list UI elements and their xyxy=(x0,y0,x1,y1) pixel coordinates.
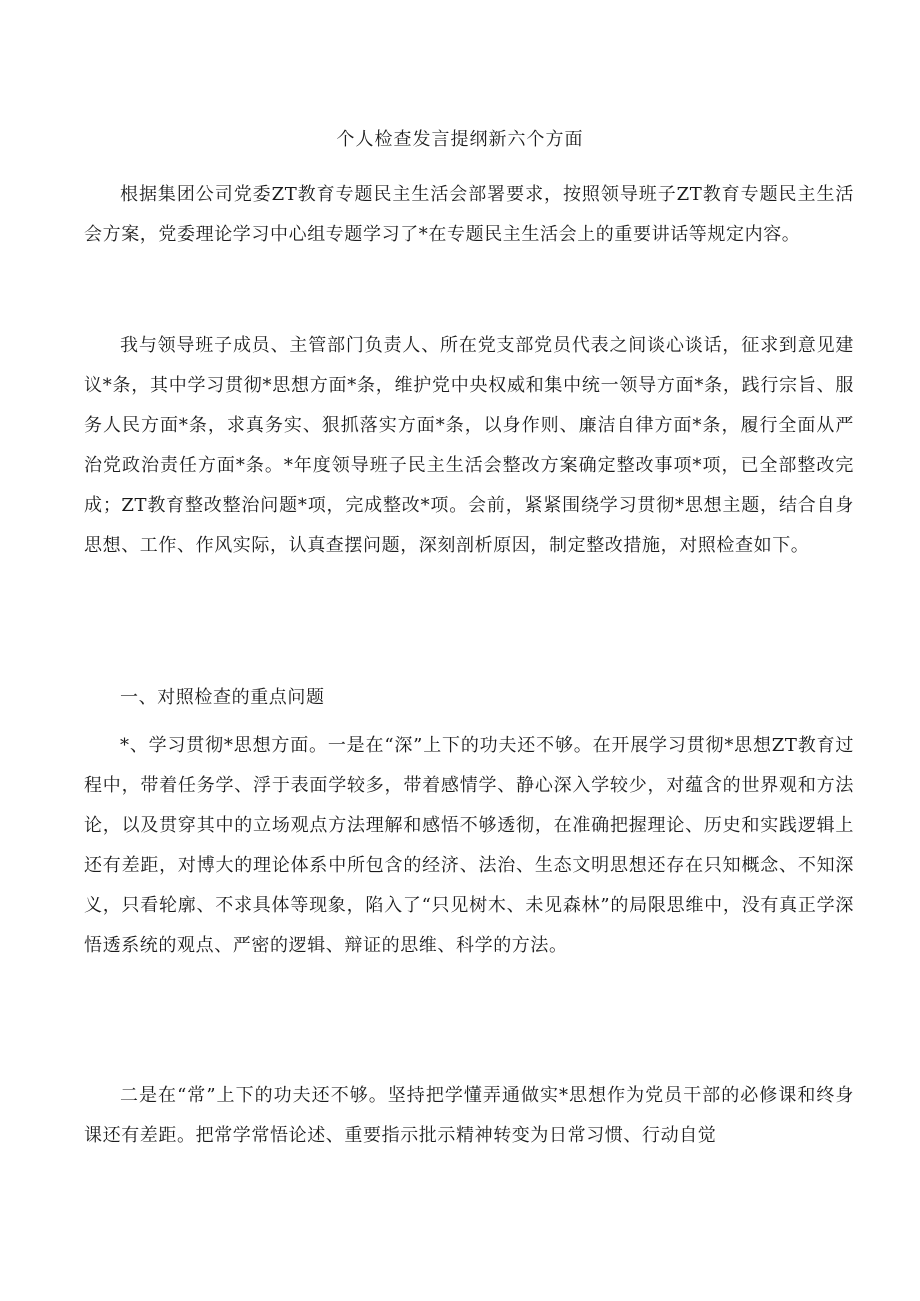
paragraph-study-depth: *、学习贯彻*思想方面。一是在“深”上下的功夫还不够。在开展学习贯彻*思想ZT教育过程中，带着任务学、浮于表面学较多，带着感情学、静心深入学较少，对蕴含的世界观和方法论，以及贯穿其中的立场观点方法理解和感悟不够透彻，在准确把握理论、历史和实践逻辑上还有差距，对博大的理论体系中所包含的经济、法治、生态文明思想还存在只知概念、不知深义，只看轮廓、不求具体等现象，陷入了“只见树木、未见森林”的局限思维中，没有真正学深悟透系统的观点、严密的逻辑、辩证的思维、科学的方法。 xyxy=(84,735,854,956)
paragraph-interviews: 我与领导班子成员、主管部门负责人、所在党支部党员代表之间谈心谈话，征求到意见建议*条，其中学习贯彻*思想方面*条，维护党中央权威和集中统一领导方面*条，践行宗旨、服务人民方面*条，求真务实、狠抓落实方面*条，以身作则、廉洁自律方面*条，履行全面从严治党政治责任方面*条。*年度领导班子民主生活会整改方案确定整改事项*项，已全部整改完成；ZT教育整改整治问题*项，完成整改*项。会前，紧紧围绕学习贯彻*思想主题，结合自身思想、工作、作风实际，认真查摆问题，深刻剖析原因，制定整改措施，对照检查如下。 xyxy=(84,335,854,556)
paragraph-intro: 根据集团公司党委ZT教育专题民主生活会部署要求，按照领导班子ZT教育专题民主生活会方案，党委理论学习中心组专题学习了*在专题民主生活会上的重要讲话等规定内容。 xyxy=(84,184,854,245)
section-heading: 一、对照检查的重点问题 xyxy=(120,687,325,708)
document-title: 个人检查发言提纲新六个方面 xyxy=(336,129,584,150)
paragraph-study-regularity: 二是在“常”上下的功夫还不够。坚持把学懂弄通做实*思想作为党员干部的必修课和终身课还有差距。把常学常悟论述、重要指示批示精神转变为日常习惯、行动自觉 xyxy=(84,1085,854,1146)
